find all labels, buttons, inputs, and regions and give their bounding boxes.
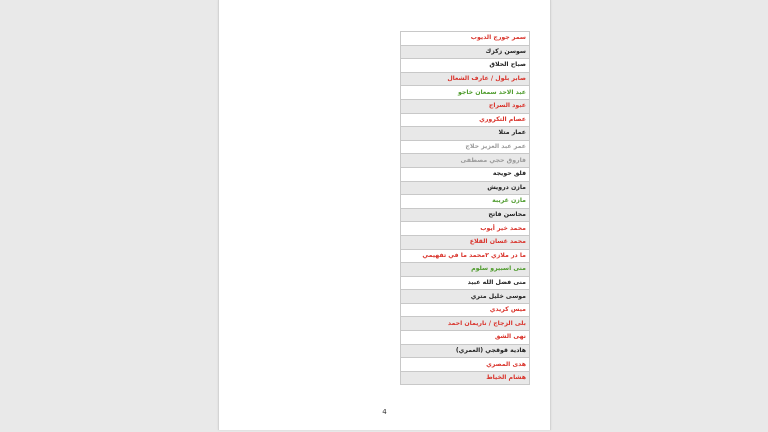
name-cell: موسى خليل متري [401,290,530,304]
name-cell: سمر جورج الديوب [401,32,530,46]
name-cell: منى فضل الله عبيد [401,276,530,290]
table-row [401,249,530,263]
table-row [401,317,530,331]
table-row [401,140,530,154]
name-cell: مازن غريبة [401,195,530,209]
table-row [401,32,530,46]
name-cell: هشام الخياط [401,371,530,385]
table-row [401,167,530,181]
name-cell: صباح الحلاق [401,59,530,73]
table-row [401,181,530,195]
name-cell: سوسن زكزك [401,45,530,59]
name-cell: فاروق حجي مصطفى [401,154,530,168]
table-row [401,86,530,100]
table-row [401,195,530,209]
name-cell: بلى الزجاج / ناريمان احمد [401,317,530,331]
name-cell: عبد الاحد سمعان خاجو [401,86,530,100]
table-row [401,276,530,290]
name-cell: منى اسبيرو سلوم [401,263,530,277]
table-row [401,344,530,358]
table-row [401,290,530,304]
name-cell: نهى الشق [401,331,530,345]
table-row [401,59,530,73]
table-row [401,208,530,222]
name-cell: عصام التكروري [401,113,530,127]
name-cell: محمد خير أيوب [401,222,530,236]
name-cell: ما در ملازي ٢محمد ما في تفهيمي [401,249,530,263]
name-cell: صابر بلول / عارف الشعال [401,72,530,86]
name-cell: عمر عبد العزيز حلاج [401,140,530,154]
name-cell: محمد غسان القلاع [401,235,530,249]
names-table-body [401,32,530,385]
table-row [401,222,530,236]
name-cell: مازن درويش [401,181,530,195]
table-row [401,45,530,59]
table-row [401,303,530,317]
table-row [401,358,530,372]
document-page [218,0,551,430]
page-number: 4 [382,408,387,416]
table-row [401,127,530,141]
name-cell: محاسن فاتح [401,208,530,222]
table-row [401,72,530,86]
name-cell: عمار متلا [401,127,530,141]
name-cell: ميس كريدي [401,303,530,317]
table-row [401,113,530,127]
table-row [401,154,530,168]
name-cell: عبود السراج [401,99,530,113]
name-cell: هدى المصري [401,358,530,372]
name-cell: هادية قوقجي (العمري) [401,344,530,358]
table-row [401,99,530,113]
names-table [400,31,530,385]
table-row [401,331,530,345]
table-row [401,235,530,249]
table-row [401,371,530,385]
name-cell: فلق حويجة [401,167,530,181]
table-row [401,263,530,277]
